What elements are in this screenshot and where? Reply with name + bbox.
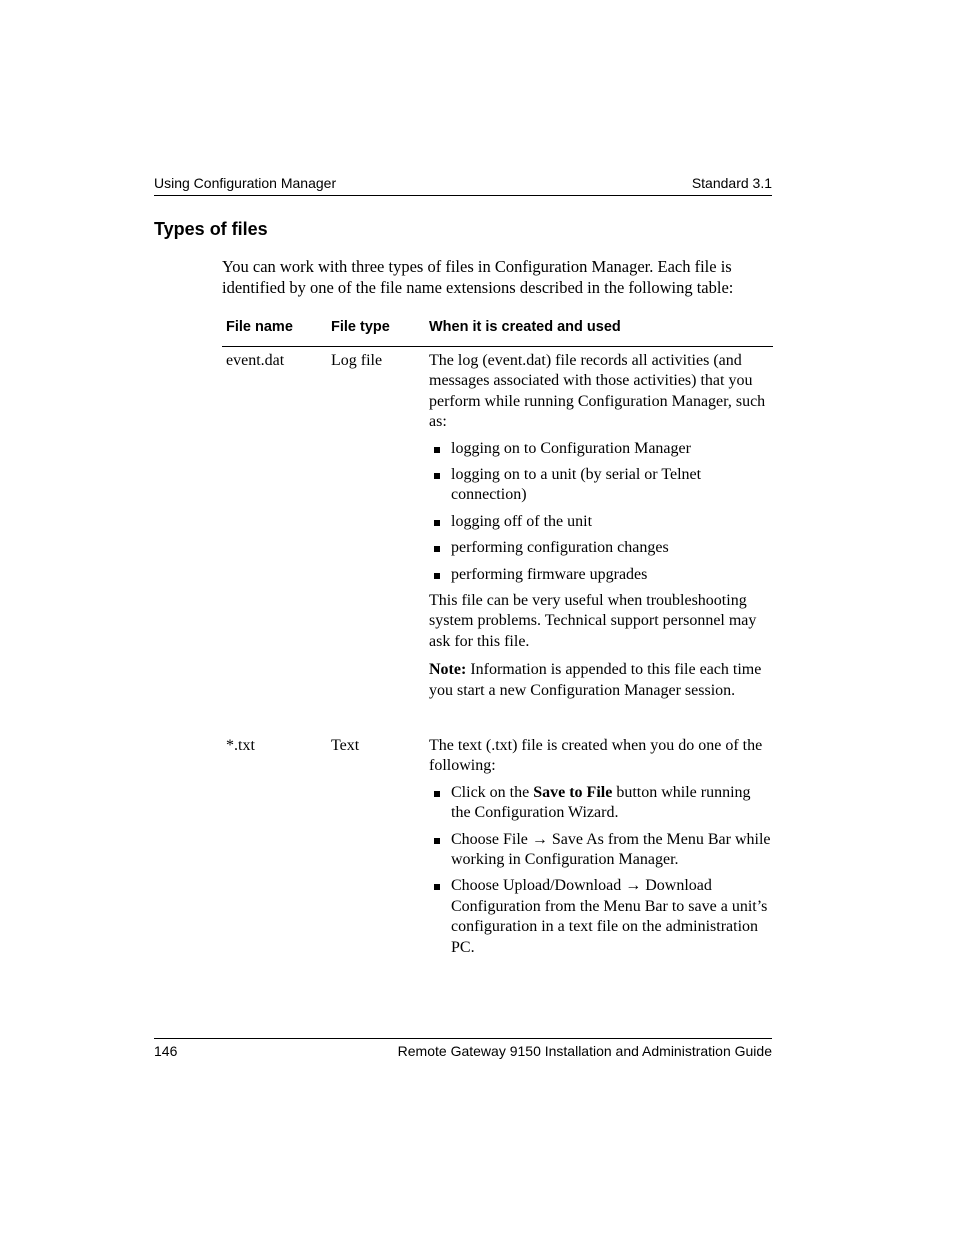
table-cell-file-name: *.txt [226,737,255,754]
table-header [222,317,773,347]
description-intro: The text (.txt) file is created when you do one of the following: [429,737,763,775]
header-version: Standard 3.1 [691,175,772,191]
table-cell-file-name: event.dat [226,352,285,369]
table-cell-file-type: Text [331,737,360,754]
list-item [429,783,774,824]
header-section-name: Using Configuration Manager [154,175,337,191]
list-item: logging off of the unit [429,512,774,532]
description-after: This file can be very useful when troubleshooting system problems. Technical support personnel may ask for this file. [429,592,757,650]
note-label: Note: [429,661,467,679]
column-header-file-name: File name [226,319,293,335]
page-header [154,175,772,196]
bullet-list [429,783,774,958]
description-intro: The log (event.dat) file records all activities (and messages associated with those activities) that you perform while running Configuration Manager, such as: [429,352,766,431]
intro-paragraph: You can work with three types of files in Configuration Manager. Each file is identified by one of the file name extensions described in the following table: [222,257,734,297]
note-paragraph [429,660,774,701]
list-item: logging on to Configuration Manager [429,439,774,459]
save-to-file-label: Save to File [533,783,613,801]
column-header-file-type: File type [331,319,390,335]
section-title: Types of files [154,219,268,239]
list-item: logging on to a unit (by serial or Telnet connection) [429,465,774,506]
list-item: performing firmware upgrades [429,565,774,585]
table-cell-description [429,351,774,701]
page-number: 146 [154,1043,178,1059]
list-item: performing configuration changes [429,538,774,558]
bullet-list [429,439,774,585]
bullet-text: Click on the [451,783,534,801]
list-item: Choose Upload/Download → Download Configuration from the Menu Bar to save a unit’s configuration in a text file on the administration PC. [429,876,774,958]
document-title: Remote Gateway 9150 Installation and Administration Guide [397,1043,772,1059]
bullet-text: button while running the Configuration Wizard. [451,783,751,822]
table-cell-file-type: Log file [331,352,383,369]
column-header-usage: When it is created and used [429,319,621,335]
page-footer [154,1038,772,1061]
list-item: Choose File → Save As from the Menu Bar while working in Configuration Manager. [429,830,774,871]
table-cell-description [429,736,774,964]
note-text: Information is appended to this file each time you start a new Configuration Manager session. [429,661,762,699]
